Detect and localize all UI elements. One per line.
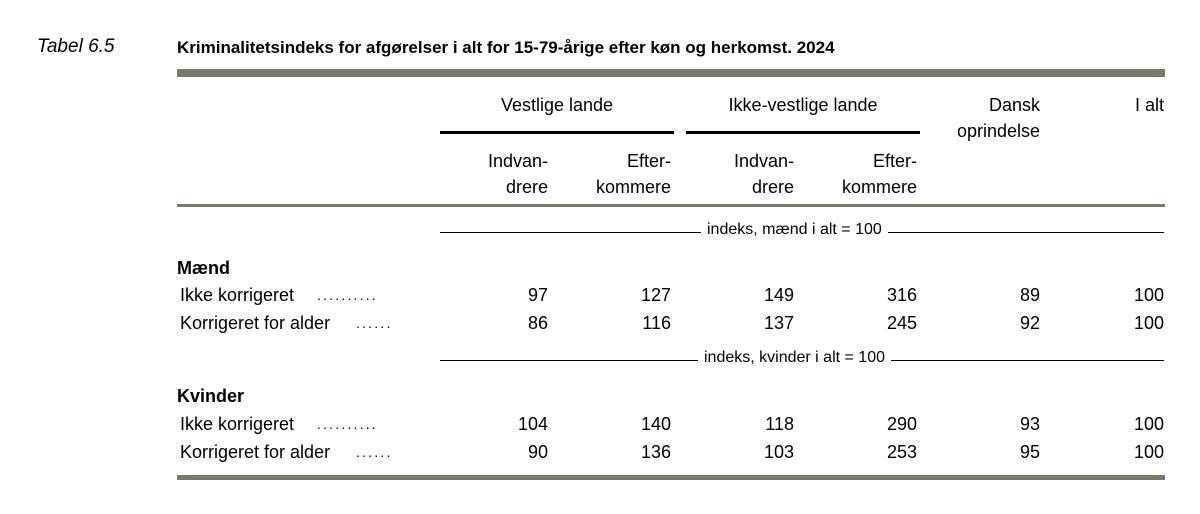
- group-nonwestern-rule: [686, 131, 920, 134]
- header-rule: [177, 204, 1165, 207]
- table-number: Tabel 6.5: [37, 36, 115, 57]
- cell-descendants-nonwestern: 253: [886, 442, 917, 462]
- header-descendants-line2: kommere: [841, 177, 917, 197]
- header-danish: [920, 92, 1040, 144]
- cell-immigrants-nonwestern: 137: [763, 313, 794, 333]
- cell-danish: 89: [1019, 285, 1040, 305]
- header-descendants-nonwestern: [797, 148, 917, 200]
- section-title-women: Kvinder: [177, 386, 245, 406]
- bottom-rule: [177, 475, 1165, 480]
- header-immigrants-line1: Indvan-: [487, 151, 548, 171]
- header-danish-line2: oprindelse: [956, 121, 1040, 141]
- cell-danish: 93: [1019, 414, 1040, 434]
- header-group-nonwestern: Ikke-vestlige lande: [728, 95, 878, 115]
- cell-immigrants-western: 97: [527, 285, 548, 305]
- header-descendants-line1: Efter-: [872, 151, 917, 171]
- cell-descendants-western: 140: [640, 414, 671, 434]
- cell-descendants-nonwestern: 316: [886, 285, 917, 305]
- row-label: Korrigeret for alder: [180, 313, 331, 333]
- row-dots: ..........: [317, 416, 378, 432]
- cell-descendants-western: 136: [640, 442, 671, 462]
- row-label: Ikke korrigeret: [180, 414, 295, 434]
- cell-immigrants-western: 90: [527, 442, 548, 462]
- cell-descendants-nonwestern: 290: [886, 414, 917, 434]
- header-immigrants-line1: Indvan-: [733, 151, 794, 171]
- header-danish-line1: Dansk: [988, 95, 1040, 115]
- row-dots: ..........: [317, 287, 378, 303]
- header-descendants-line2: kommere: [595, 177, 671, 197]
- header-descendants-western: [551, 148, 671, 200]
- cell-danish: 95: [1019, 442, 1040, 462]
- row-label: Korrigeret for alder: [180, 442, 331, 462]
- cell-immigrants-nonwestern: 149: [763, 285, 794, 305]
- cell-total: 100: [1133, 414, 1164, 434]
- cell-total: 100: [1133, 442, 1164, 462]
- header-immigrants-line2: drere: [505, 177, 548, 197]
- header-descendants-line1: Efter-: [626, 151, 671, 171]
- cell-immigrants-western: 104: [517, 414, 548, 434]
- table-title: Kriminalitetsindeks for afgørelser i alt for 15-79-årige efter køn og herkomst. 2024: [177, 38, 835, 57]
- header-total: I alt: [1134, 95, 1164, 115]
- cell-descendants-western: 116: [642, 313, 671, 333]
- header-immigrants-western: [428, 148, 548, 200]
- cell-danish: 92: [1019, 313, 1040, 333]
- section-title-men: Mænd: [177, 258, 230, 278]
- row-dots: ......: [356, 444, 393, 460]
- cell-total: 100: [1133, 285, 1164, 305]
- header-group-western: Vestlige lande: [500, 95, 614, 115]
- cell-descendants-western: 127: [640, 285, 671, 305]
- cell-immigrants-nonwestern: 103: [763, 442, 794, 462]
- top-rule: [177, 69, 1165, 77]
- header-immigrants-nonwestern: [674, 148, 794, 200]
- row-label: Ikke korrigeret: [180, 285, 295, 305]
- header-immigrants-line2: drere: [751, 177, 794, 197]
- row-dots: ......: [356, 315, 393, 331]
- cell-descendants-nonwestern: 245: [886, 313, 917, 333]
- cell-total: 100: [1133, 313, 1164, 333]
- unit-label-men: indeks, mænd i alt = 100: [701, 221, 888, 239]
- cell-immigrants-western: 86: [527, 313, 548, 333]
- unit-label-women: indeks, kvinder i alt = 100: [698, 349, 891, 367]
- group-western-rule: [440, 131, 674, 134]
- cell-immigrants-nonwestern: 118: [765, 414, 794, 434]
